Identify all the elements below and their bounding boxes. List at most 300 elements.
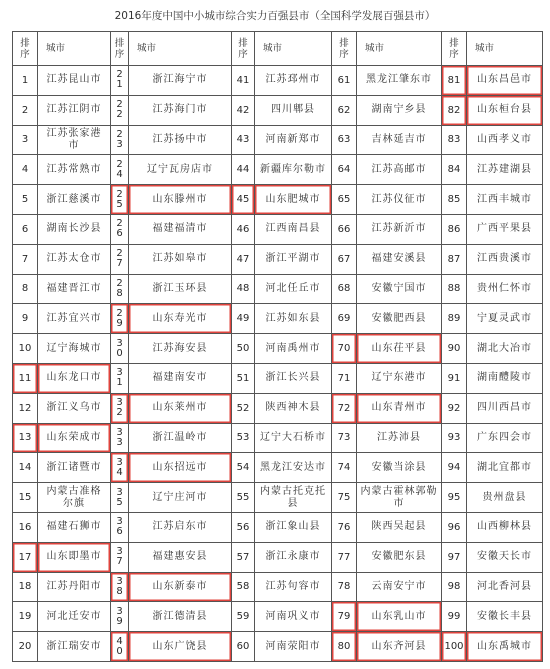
rank-cell (442, 125, 467, 155)
table-row (13, 244, 543, 274)
rank-number: 3 (21, 134, 29, 146)
rank-number: 50 (236, 343, 250, 355)
city-cell: 山东莱州市 (129, 393, 232, 423)
city-cell: 山西柳林县 (467, 512, 543, 542)
city-cell: 浙江永康市 (255, 542, 332, 572)
rank-number: 79 (337, 611, 351, 623)
rank-cell (111, 453, 129, 483)
table-row (13, 512, 543, 542)
rank-cell (232, 185, 255, 215)
rank-number: 91 (447, 372, 461, 384)
city-cell: 浙江瑞安市 (38, 632, 111, 662)
rank-cell (332, 602, 357, 632)
rank-cell (13, 393, 38, 423)
city-cell: 广东四会市 (467, 423, 543, 453)
rank-cell (442, 155, 467, 185)
city-cell: 福建石狮市 (38, 512, 111, 542)
rank-cell (232, 95, 255, 125)
city-cell: 山东昌邑市 (467, 66, 543, 96)
city-cell: 湖南醴陵市 (467, 363, 543, 393)
rank-number: 75 (337, 492, 351, 504)
rank-cell (232, 304, 255, 334)
rank-number: 2 (21, 104, 29, 116)
city-cell: 江苏江阴市 (38, 95, 111, 125)
city-header: 城市 (38, 32, 111, 66)
rank-cell (111, 632, 129, 662)
city-cell: 山东青州市 (357, 393, 442, 423)
city-cell: 福建安溪县 (357, 244, 442, 274)
city-cell: 江苏新沂市 (357, 214, 442, 244)
city-cell: 江苏海安县 (129, 334, 232, 364)
rank-number: 72 (337, 402, 351, 414)
rank-number: 94 (447, 462, 461, 474)
city-cell: 山东招远市 (129, 453, 232, 483)
rank-number: 90 (447, 343, 461, 355)
rank-number: 6 (21, 223, 29, 235)
rank-number: 85 (447, 194, 461, 206)
rank-cell (332, 363, 357, 393)
rank-cell (111, 185, 129, 215)
city-cell: 江苏丹阳市 (38, 572, 111, 602)
rank-cell (232, 393, 255, 423)
rank-header-label: 排序 (114, 37, 125, 60)
ranking-table (12, 31, 543, 662)
rank-number: 73 (337, 432, 351, 444)
rank-cell (13, 304, 38, 334)
rank-number: 15 (18, 492, 32, 504)
city-cell: 吉林延吉市 (357, 125, 442, 155)
city-cell: 山东肥城市 (255, 185, 332, 215)
city-cell: 贵州仁怀市 (467, 274, 543, 304)
rank-number: 82 (447, 104, 461, 116)
city-cell: 内蒙古托克托县 (255, 483, 332, 513)
city-cell: 宁夏灵武市 (467, 304, 543, 334)
city-cell: 安徽肥西县 (357, 304, 442, 334)
rank-cell (442, 602, 467, 632)
city-cell: 四川西昌市 (467, 393, 543, 423)
city-cell: 山西孝义市 (467, 125, 543, 155)
city-cell: 山东乳山市 (357, 602, 442, 632)
city-cell: 安徽肥东县 (357, 542, 442, 572)
rank-number: 35 (116, 486, 123, 508)
rank-cell (232, 125, 255, 155)
city-cell: 江苏太仓市 (38, 244, 111, 274)
city-cell: 辽宁瓦房店市 (129, 155, 232, 185)
city-cell: 浙江慈溪市 (38, 185, 111, 215)
rank-cell (332, 155, 357, 185)
city-cell: 浙江平湖市 (255, 244, 332, 274)
rank-number: 97 (447, 551, 461, 563)
rank-header-label: 排序 (449, 37, 459, 60)
city-cell: 福建南安市 (129, 363, 232, 393)
table-row (13, 334, 543, 364)
rank-header (13, 32, 38, 66)
rank-number: 64 (337, 164, 351, 176)
city-cell: 云南安宁市 (357, 572, 442, 602)
rank-number: 42 (236, 104, 250, 116)
city-cell: 江苏扬中市 (129, 125, 232, 155)
rank-cell (13, 244, 38, 274)
rank-cell (13, 512, 38, 542)
rank-number: 69 (337, 313, 351, 325)
rank-cell (332, 483, 357, 513)
rank-number: 19 (18, 611, 32, 623)
rank-number: 14 (18, 462, 32, 474)
city-cell: 江苏句容市 (255, 572, 332, 602)
city-cell: 江苏张家港市 (38, 125, 111, 155)
rank-number: 30 (116, 337, 123, 359)
rank-number: 48 (236, 283, 250, 295)
city-cell: 陕西吴起县 (357, 512, 442, 542)
city-cell: 山东龙口市 (38, 363, 111, 393)
city-cell: 山东广饶县 (129, 632, 232, 662)
rank-cell (442, 632, 467, 662)
city-cell: 辽宁大石桥市 (255, 423, 332, 453)
rank-number: 23 (116, 128, 123, 150)
city-cell: 安徽宁国市 (357, 274, 442, 304)
rank-number: 22 (116, 99, 123, 121)
rank-number: 24 (116, 158, 123, 180)
city-cell: 贵州盘县 (467, 483, 543, 513)
city-cell: 黑龙江肇东市 (357, 66, 442, 96)
table-row (13, 602, 543, 632)
rank-cell (232, 66, 255, 96)
rank-number: 99 (447, 611, 461, 623)
rank-number: 7 (21, 253, 29, 265)
rank-cell (332, 512, 357, 542)
rank-number: 96 (447, 521, 461, 533)
rank-number: 31 (116, 367, 123, 389)
rank-cell (232, 334, 255, 364)
rank-number: 40 (116, 635, 123, 657)
rank-cell (111, 602, 129, 632)
rank-cell (332, 95, 357, 125)
rank-number: 36 (116, 516, 123, 538)
city-cell: 河北迁安市 (38, 602, 111, 632)
table-row (13, 95, 543, 125)
city-cell: 内蒙古霍林郭勒市 (357, 483, 442, 513)
city-cell: 安徽天长市 (467, 542, 543, 572)
table-row (13, 155, 543, 185)
rank-number: 49 (236, 313, 250, 325)
rank-number: 17 (18, 551, 32, 563)
rank-number: 37 (116, 546, 123, 568)
rank-cell (111, 363, 129, 393)
rank-cell (232, 363, 255, 393)
rank-number: 81 (447, 74, 461, 86)
rank-number: 55 (236, 492, 250, 504)
city-cell: 河南新郑市 (255, 125, 332, 155)
rank-cell (442, 572, 467, 602)
rank-number: 20 (18, 641, 32, 653)
rank-cell (442, 512, 467, 542)
rank-cell (13, 453, 38, 483)
rank-cell (332, 304, 357, 334)
city-cell: 山东荣成市 (38, 423, 111, 453)
city-cell: 江苏建湖县 (467, 155, 543, 185)
rank-number: 70 (337, 343, 351, 355)
rank-number: 65 (337, 194, 351, 206)
city-cell: 江苏邳州市 (255, 66, 332, 96)
rank-cell (13, 602, 38, 632)
rank-number: 38 (116, 575, 123, 597)
rank-cell (111, 512, 129, 542)
rank-cell (111, 542, 129, 572)
city-cell: 浙江义乌市 (38, 393, 111, 423)
city-cell: 江西丰城市 (467, 185, 543, 215)
rank-cell (13, 95, 38, 125)
rank-number: 68 (337, 283, 351, 295)
city-cell: 浙江象山县 (255, 512, 332, 542)
city-cell: 四川郫县 (255, 95, 332, 125)
rank-number: 25 (116, 188, 123, 210)
city-cell: 山东新泰市 (129, 572, 232, 602)
rank-number: 29 (116, 307, 123, 329)
rank-cell (332, 244, 357, 274)
city-cell: 湖北大冶市 (467, 334, 543, 364)
rank-cell (13, 542, 38, 572)
rank-cell (13, 185, 38, 215)
rank-cell (13, 214, 38, 244)
rank-number: 61 (337, 74, 351, 86)
rank-cell (232, 542, 255, 572)
rank-number: 34 (116, 456, 123, 478)
rank-cell (111, 66, 129, 96)
rank-cell (111, 274, 129, 304)
rank-cell (332, 423, 357, 453)
rank-cell (232, 214, 255, 244)
city-cell: 浙江海宁市 (129, 66, 232, 96)
rank-number: 59 (236, 611, 250, 623)
city-cell: 浙江温岭市 (129, 423, 232, 453)
city-cell: 浙江长兴县 (255, 363, 332, 393)
rank-cell (232, 483, 255, 513)
rank-header (111, 32, 129, 66)
rank-number: 28 (116, 277, 123, 299)
rank-number: 62 (337, 104, 351, 116)
rank-number: 8 (21, 283, 29, 295)
rank-number: 27 (116, 248, 123, 270)
city-cell: 河南禹州市 (255, 334, 332, 364)
city-header: 城市 (357, 32, 442, 66)
city-cell: 江苏常熟市 (38, 155, 111, 185)
rank-number: 95 (447, 492, 461, 504)
city-cell: 山东齐河县 (357, 632, 442, 662)
rank-cell (232, 155, 255, 185)
city-cell: 安徽当涂县 (357, 453, 442, 483)
rank-number: 5 (21, 194, 29, 206)
city-cell: 浙江德清县 (129, 602, 232, 632)
city-cell: 浙江诸暨市 (38, 453, 111, 483)
table-row (13, 66, 543, 96)
rank-cell (332, 66, 357, 96)
rank-number: 67 (337, 253, 351, 265)
rank-cell (232, 274, 255, 304)
city-cell: 江西南昌县 (255, 214, 332, 244)
rank-cell (332, 274, 357, 304)
city-cell: 新疆库尔勒市 (255, 155, 332, 185)
rank-cell (13, 483, 38, 513)
rank-number: 33 (116, 426, 123, 448)
rank-number: 51 (236, 372, 250, 384)
rank-cell (442, 453, 467, 483)
rank-number: 57 (236, 551, 250, 563)
rank-cell (111, 155, 129, 185)
rank-cell (442, 95, 467, 125)
rank-cell (13, 632, 38, 662)
city-cell: 河北香河县 (467, 572, 543, 602)
rank-number: 89 (447, 313, 461, 325)
rank-number: 93 (447, 432, 461, 444)
rank-number: 84 (447, 164, 461, 176)
city-cell: 湖南宁乡县 (357, 95, 442, 125)
rank-number: 12 (18, 402, 32, 414)
city-cell: 河北任丘市 (255, 274, 332, 304)
rank-cell (13, 572, 38, 602)
rank-cell (442, 423, 467, 453)
rank-number: 78 (337, 581, 351, 593)
rank-cell (332, 214, 357, 244)
rank-cell (13, 363, 38, 393)
city-cell: 福建晋江市 (38, 274, 111, 304)
rank-number: 1 (21, 74, 29, 86)
rank-cell (111, 423, 129, 453)
rank-cell (13, 66, 38, 96)
rank-number: 77 (337, 551, 351, 563)
city-cell: 浙江玉环县 (129, 274, 232, 304)
city-header: 城市 (255, 32, 332, 66)
table-row (13, 632, 543, 662)
rank-number: 32 (116, 397, 123, 419)
table-row (13, 572, 543, 602)
rank-cell (111, 95, 129, 125)
rank-cell (232, 512, 255, 542)
rank-cell (232, 632, 255, 662)
city-cell: 山东滕州市 (129, 185, 232, 215)
rank-number: 100 (444, 641, 464, 653)
rank-cell (442, 393, 467, 423)
rank-number: 44 (236, 164, 250, 176)
city-cell: 江苏如东县 (255, 304, 332, 334)
city-cell: 江苏高邮市 (357, 155, 442, 185)
rank-cell (442, 185, 467, 215)
city-header: 城市 (129, 32, 232, 66)
city-cell: 山东禹城市 (467, 632, 543, 662)
city-cell: 江苏宜兴市 (38, 304, 111, 334)
rank-number: 87 (447, 253, 461, 265)
rank-header (232, 32, 255, 66)
table-row (13, 363, 543, 393)
city-cell: 辽宁东港市 (357, 363, 442, 393)
header-row (13, 32, 543, 66)
city-cell: 山东即墨市 (38, 542, 111, 572)
rank-cell (442, 304, 467, 334)
rank-number: 16 (18, 521, 32, 533)
rank-number: 66 (337, 223, 351, 235)
city-cell: 内蒙古准格尔旗 (38, 483, 111, 513)
table-row (13, 274, 543, 304)
table-row (13, 185, 543, 215)
rank-cell (232, 244, 255, 274)
rank-cell (232, 572, 255, 602)
rank-cell (442, 244, 467, 274)
rank-number: 13 (18, 432, 32, 444)
city-cell: 辽宁海城市 (38, 334, 111, 364)
rank-cell (13, 334, 38, 364)
city-cell: 辽宁庄河市 (129, 483, 232, 513)
rank-cell (332, 185, 357, 215)
city-cell: 河南巩义市 (255, 602, 332, 632)
city-cell: 福建福清市 (129, 214, 232, 244)
rank-cell (111, 304, 129, 334)
rank-cell (332, 334, 357, 364)
rank-number: 11 (18, 372, 32, 384)
city-cell: 黑龙江安达市 (255, 453, 332, 483)
rank-number: 92 (447, 402, 461, 414)
rank-header (332, 32, 357, 66)
table-row (13, 423, 543, 453)
rank-cell (442, 274, 467, 304)
rank-number: 41 (236, 74, 250, 86)
rank-cell (232, 423, 255, 453)
table-row (13, 453, 543, 483)
city-cell: 山东桓台县 (467, 95, 543, 125)
city-cell: 湖南长沙县 (38, 214, 111, 244)
city-cell: 山东茌平县 (357, 334, 442, 364)
rank-cell (111, 572, 129, 602)
city-cell: 河南荥阳市 (255, 632, 332, 662)
city-cell: 江西贵溪市 (467, 244, 543, 274)
rank-number: 47 (236, 253, 250, 265)
rank-number: 86 (447, 223, 461, 235)
rank-number: 18 (18, 581, 32, 593)
rank-number: 9 (21, 313, 29, 325)
city-cell: 山东寿光市 (129, 304, 232, 334)
rank-cell (111, 393, 129, 423)
rank-header-label: 排序 (339, 37, 349, 60)
rank-cell (332, 572, 357, 602)
table-row (13, 125, 543, 155)
rank-cell (442, 66, 467, 96)
rank-number: 88 (447, 283, 461, 295)
rank-number: 76 (337, 521, 351, 533)
ranking-table-body (13, 66, 543, 662)
rank-number: 43 (236, 134, 250, 146)
rank-cell (442, 363, 467, 393)
rank-cell (332, 542, 357, 572)
rank-cell (442, 542, 467, 572)
city-header: 城市 (467, 32, 543, 66)
rank-cell (111, 125, 129, 155)
rank-cell (332, 632, 357, 662)
rank-number: 56 (236, 521, 250, 533)
rank-cell (13, 274, 38, 304)
rank-header-label: 排序 (238, 37, 248, 60)
rank-number: 83 (447, 134, 461, 146)
page-title: 2016年度中国中小城市综合实力百强县市（全国科学发展百强县市） (114, 10, 436, 22)
city-cell: 江苏启东市 (129, 512, 232, 542)
rank-number: 46 (236, 223, 250, 235)
rank-cell (442, 334, 467, 364)
rank-cell (111, 244, 129, 274)
city-cell: 江苏海门市 (129, 95, 232, 125)
city-cell: 江苏如皋市 (129, 244, 232, 274)
rank-number: 39 (116, 605, 123, 627)
rank-number: 10 (18, 343, 32, 355)
rank-cell (442, 214, 467, 244)
city-cell: 江苏仪征市 (357, 185, 442, 215)
city-cell: 陕西神木县 (255, 393, 332, 423)
